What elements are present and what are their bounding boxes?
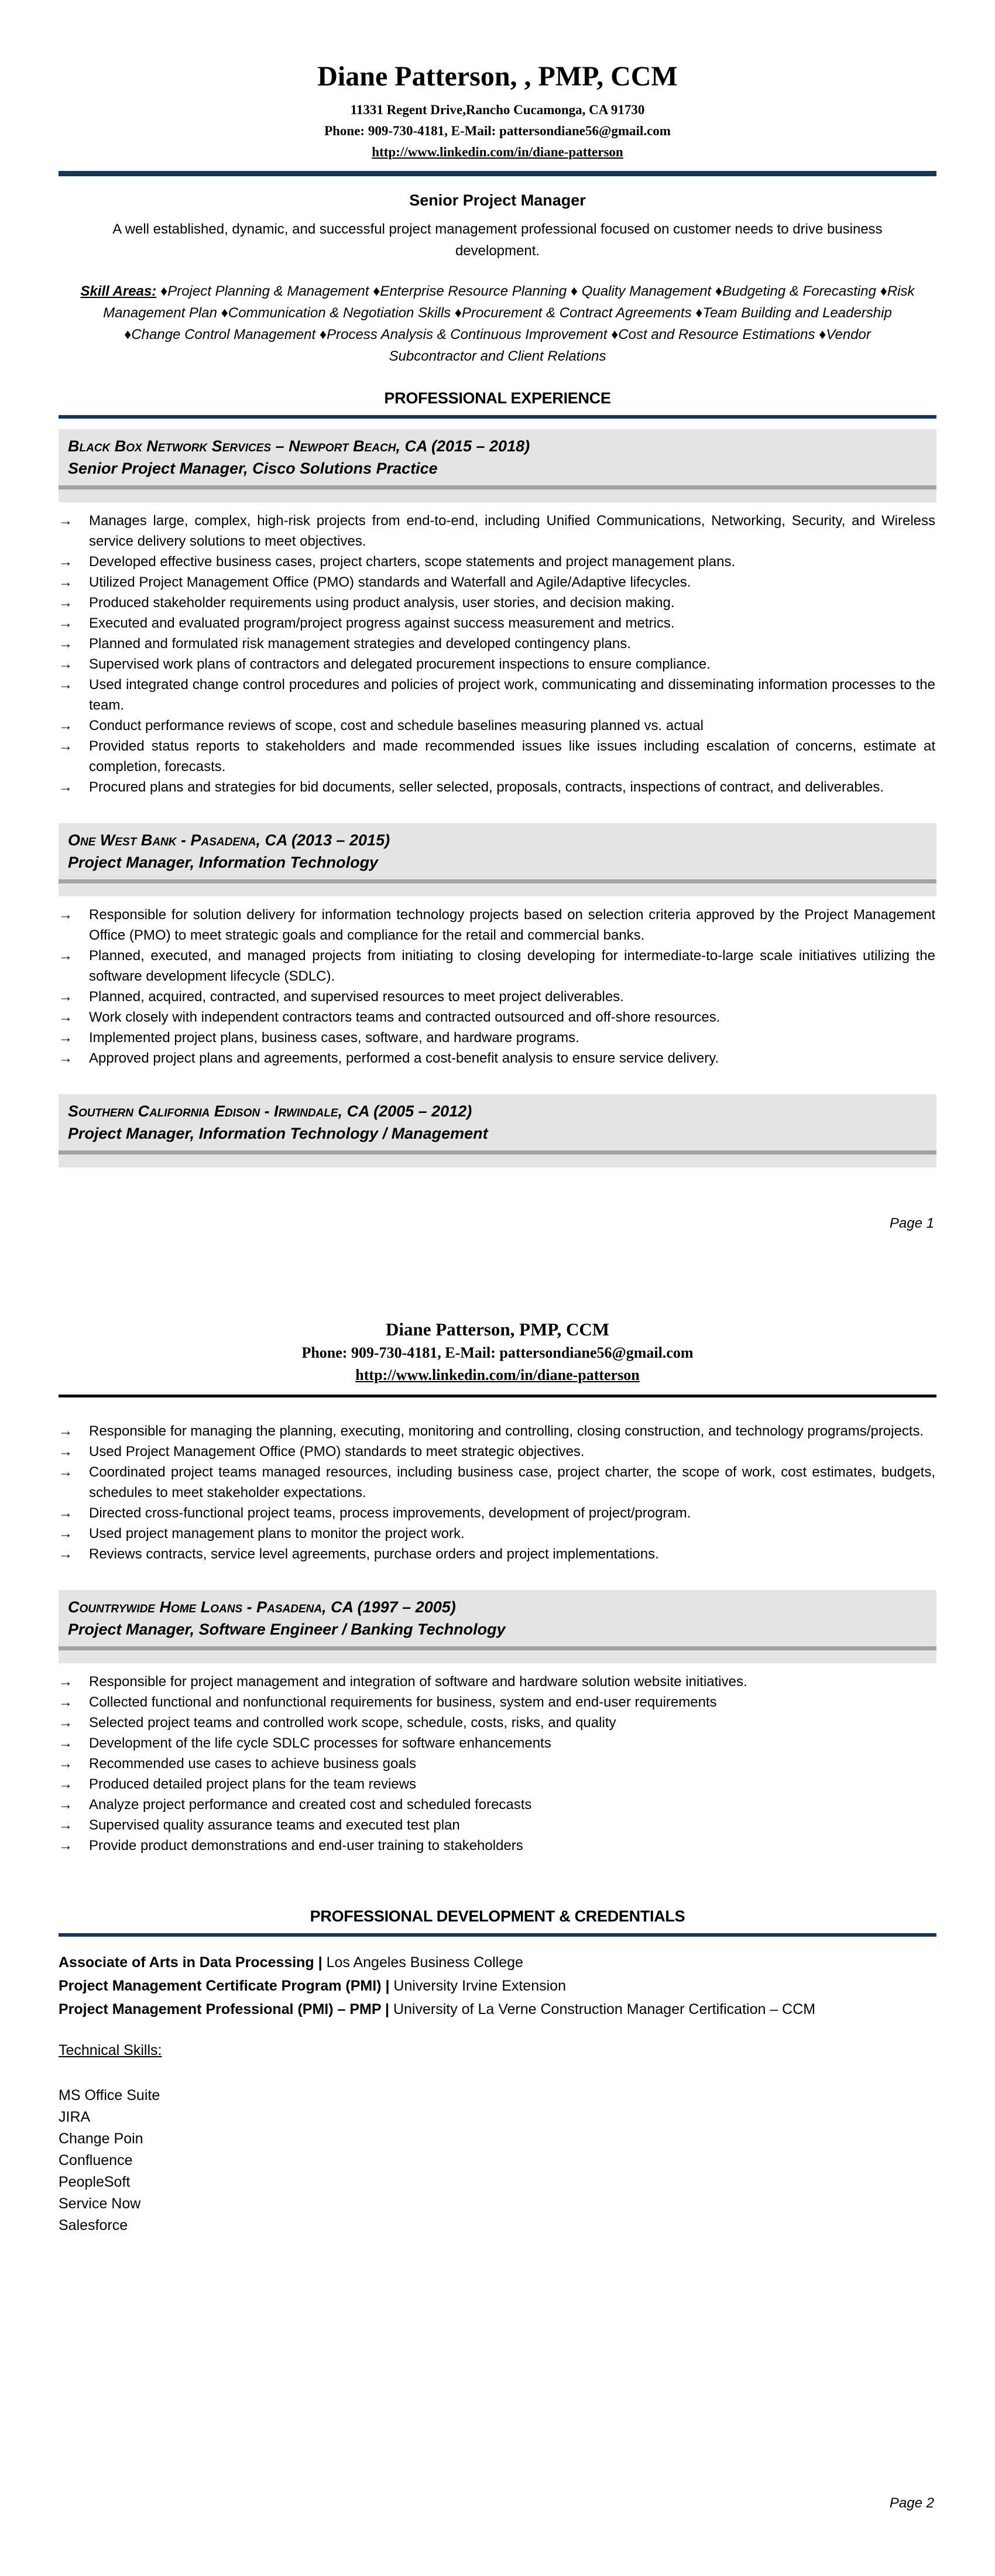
bullet-text: Produced detailed project plans for the team reviews xyxy=(89,1776,416,1792)
credential-institution: University Irvine Extension xyxy=(393,1978,566,1994)
arrow-bullet-icon: → xyxy=(59,636,73,652)
arrow-bullet-icon: → xyxy=(59,1526,73,1542)
experience-section-rule xyxy=(59,415,936,419)
bullet-text: Analyze project performance and created cost and scheduled forecasts xyxy=(89,1797,532,1813)
job-gray-band xyxy=(59,489,936,502)
arrow-bullet-icon: → xyxy=(59,1444,73,1460)
arrow-bullet-icon: → xyxy=(59,779,73,795)
arrow-bullet-icon: → xyxy=(59,513,73,529)
bullet-item xyxy=(59,1835,936,1856)
job-title: Project Manager, Software Engineer / Banking Technology xyxy=(68,1621,506,1638)
job-title: Project Manager, Information Technology / Management xyxy=(68,1125,488,1142)
credentials-section-heading: PROFESSIONAL DEVELOPMENT & CREDENTIALS xyxy=(310,1907,685,1925)
bullet-item xyxy=(59,986,936,1007)
bullet-text: Used Project Management Office (PMO) standards to meet strategic objectives. xyxy=(89,1444,585,1460)
arrow-bullet-icon: → xyxy=(59,1715,73,1731)
job-header-box xyxy=(59,429,936,485)
job-company: Southern California Edison - Irwindale, CA (2005 – 2012) xyxy=(68,1102,472,1120)
bullet-list xyxy=(59,905,936,1068)
experience-section-heading: PROFESSIONAL EXPERIENCE xyxy=(384,389,611,407)
bullet-text: Collected functional and nonfunctional requirements for business, system and end-user requirements xyxy=(89,1694,717,1710)
job-gray-band xyxy=(59,1650,936,1663)
credential-institution: University of La Verne Construction Manager Certification – CCM xyxy=(393,2001,816,2017)
bullet-item xyxy=(59,654,936,674)
arrow-bullet-icon: → xyxy=(59,1838,73,1854)
bullet-item xyxy=(59,613,936,633)
bullet-text: Procured plans and strategies for bid documents, seller selected, proposals, contracts, inspections of contract, and deliverables. xyxy=(89,779,884,795)
page-number: Page 1 xyxy=(889,1215,934,1231)
arrow-bullet-icon: → xyxy=(59,1464,73,1480)
job-divider-rule xyxy=(59,1646,936,1650)
job-section-sce xyxy=(59,1094,936,1167)
bullet-text: Planned, executed, and managed projects from initiating to closing developing for intermediate-to-large scale initiatives utilizing the software development lifecycle (SDLC). xyxy=(89,948,935,984)
bullet-text: Supervised work plans of contractors and delegated procurement inspections to ensure compliance. xyxy=(89,656,711,672)
address-line: 11331 Regent Drive,Rancho Cucamonga, CA 91730 xyxy=(350,102,645,117)
technical-skill-item: JIRA xyxy=(59,2109,91,2125)
job-divider-rule xyxy=(59,1150,936,1155)
bullet-text: Produced stakeholder requirements using product analysis, user stories, and decision making. xyxy=(89,595,675,611)
resume-page-1 xyxy=(59,0,936,1288)
job-header-box xyxy=(59,1094,936,1150)
header-divider-rule xyxy=(59,171,936,176)
arrow-bullet-icon: → xyxy=(59,554,73,570)
bullet-text: Coordinated project teams managed resources, including business case, project charter, the scope of work, cost estimates, budgets, schedules to meet stakeholder expectations. xyxy=(89,1464,935,1501)
arrow-bullet-icon: → xyxy=(59,1546,73,1562)
bullet-item xyxy=(59,1692,936,1712)
bullet-item xyxy=(59,1815,936,1835)
bullet-item xyxy=(59,1753,936,1774)
linkedin-link[interactable]: http://www.linkedin.com/in/diane-patterson xyxy=(355,1366,640,1383)
technical-skill-item: Salesforce xyxy=(59,2217,128,2234)
arrow-bullet-icon: → xyxy=(59,1505,73,1521)
technical-skill-item: Change Poin xyxy=(59,2130,143,2147)
job-company: One West Bank - Pasadena, CA (2013 – 2015) xyxy=(68,831,390,849)
arrow-bullet-icon: → xyxy=(59,1423,73,1439)
arrow-bullet-icon: → xyxy=(59,1776,73,1792)
bullet-item xyxy=(59,1503,936,1523)
bullet-text: Recommended use cases to achieve business goals xyxy=(89,1756,416,1772)
job-title: Project Manager, Information Technology xyxy=(68,854,379,871)
bullet-text: Used project management plans to monitor the project work. xyxy=(89,1526,465,1542)
technical-skill-item: PeopleSoft xyxy=(59,2174,131,2190)
bullet-text: Developed effective business cases, project charters, scope statements and project management plans. xyxy=(89,554,736,570)
job-section-onewestbank xyxy=(59,823,936,1068)
job-header-box xyxy=(59,1590,936,1646)
credentials-section-rule xyxy=(59,1933,936,1937)
job-company: Black Box Network Services – Newport Beach, CA (2015 – 2018) xyxy=(68,437,530,455)
arrow-bullet-icon: → xyxy=(59,718,73,734)
page2-header xyxy=(59,1288,936,1386)
bullet-item xyxy=(59,1048,936,1068)
bullet-item xyxy=(59,1774,936,1794)
candidate-name: Diane Patterson, PMP, CCM xyxy=(386,1319,609,1340)
linkedin-link-wrap xyxy=(59,142,936,163)
bullet-item xyxy=(59,1027,936,1048)
job-company: Countrywide Home Loans - Pasadena, CA (1997 – 2005) xyxy=(68,1598,456,1616)
bullet-text: Provided status reports to stakeholders and made recommended issues like issues including escalation of concerns, estimate at completion, forecasts. xyxy=(89,738,935,775)
bullet-list xyxy=(59,511,936,797)
technical-skills-label: Technical Skills: xyxy=(59,2042,162,2058)
arrow-bullet-icon: → xyxy=(59,948,73,964)
bullet-text: Responsible for managing the planning, executing, monitoring and controlling, closing construction, and technology programs/projects. xyxy=(89,1423,924,1439)
bullet-text: Reviews contracts, service level agreements, purchase orders and project implementations. xyxy=(89,1546,659,1562)
arrow-bullet-icon: → xyxy=(59,595,73,611)
phone-email-line: Phone: 909-730-4181, E-Mail: pattersondiane56@gmail.com xyxy=(324,124,671,138)
bullet-text: Implemented project plans, business cases, software, and hardware programs. xyxy=(89,1030,579,1046)
bullet-list xyxy=(59,1671,936,1856)
bullet-item xyxy=(59,736,936,777)
bullet-text: Executed and evaluated program/project progress against success measurement and metrics. xyxy=(89,615,675,631)
arrow-bullet-icon: → xyxy=(59,1694,73,1710)
arrow-bullet-icon: → xyxy=(59,574,73,590)
technical-skill-item: MS Office Suite xyxy=(59,2087,160,2104)
job-title: Senior Project Manager, Cisco Solutions Practice xyxy=(68,460,438,477)
bullet-item xyxy=(59,715,936,736)
arrow-bullet-icon: → xyxy=(59,907,73,923)
bullet-text: Used integrated change control procedures and policies of project work, communicating and disseminating information processes to the team. xyxy=(89,677,935,713)
bullet-text: Development of the life cycle SDLC processes for software enhancements xyxy=(89,1735,551,1751)
arrow-bullet-icon: → xyxy=(59,1797,73,1813)
page1-header xyxy=(59,0,936,163)
arrow-bullet-icon: → xyxy=(59,1735,73,1751)
technical-skills-list xyxy=(59,2085,936,2236)
job-section-countrywide xyxy=(59,1590,936,1856)
bullet-item xyxy=(59,1544,936,1564)
bullet-item xyxy=(59,592,936,613)
bullet-text: Selected project teams and controlled work scope, schedule, costs, risks, and quality xyxy=(89,1715,616,1731)
page-number: Page 2 xyxy=(889,2495,934,2511)
bullet-item xyxy=(59,1441,936,1462)
credential-item xyxy=(59,1951,936,1974)
bullet-text: Provide product demonstrations and end-user training to stakeholders xyxy=(89,1838,523,1854)
bullet-item xyxy=(59,572,936,592)
bullet-text: Planned and formulated risk management strategies and developed contingency plans. xyxy=(89,636,631,652)
resume-page-2 xyxy=(59,1288,936,2576)
candidate-name: Diane Patterson, , PMP, CCM xyxy=(317,61,678,92)
bullet-item xyxy=(59,1671,936,1692)
credential-program: Project Management Certificate Program (PMI) | xyxy=(59,1978,390,1994)
arrow-bullet-icon: → xyxy=(59,1756,73,1772)
summary-paragraph: A well established, dynamic, and successful project management professional focused on customer needs to drive business development. xyxy=(112,221,883,259)
arrow-bullet-icon: → xyxy=(59,1674,73,1690)
arrow-bullet-icon: → xyxy=(59,677,73,693)
technical-skill-item: Confluence xyxy=(59,2152,133,2169)
bullet-text: Responsible for solution delivery for information technology projects based on selection criteria approved by the Project Management Office (PMO) to meet strategic goals and compliance for the retail and commercial banks. xyxy=(89,907,935,943)
arrow-bullet-icon: → xyxy=(59,1050,73,1066)
bullet-text: Planned, acquired, contracted, and supervised resources to meet project deliverables. xyxy=(89,989,624,1005)
credential-program: Associate of Arts in Data Processing | xyxy=(59,1954,322,1971)
linkedin-link[interactable]: http://www.linkedin.com/in/diane-patterson xyxy=(372,145,623,159)
header-divider-rule xyxy=(59,1395,936,1397)
bullet-item xyxy=(59,551,936,572)
bullet-item xyxy=(59,1794,936,1815)
linkedin-link-wrap xyxy=(59,1364,936,1386)
bullet-text: Manages large, complex, high-risk projects from end-to-end, including Unified Communications, Networking, Security, and Wireless service delivery solutions to meet objectives. xyxy=(89,513,935,549)
arrow-bullet-icon: → xyxy=(59,1009,73,1025)
arrow-bullet-icon: → xyxy=(59,1817,73,1833)
bullet-text: Work closely with independent contractors teams and contracted outsourced and off-shore resources. xyxy=(89,1009,720,1025)
credentials-list xyxy=(59,1951,936,2021)
job-divider-rule xyxy=(59,485,936,489)
arrow-bullet-icon: → xyxy=(59,656,73,672)
arrow-bullet-icon: → xyxy=(59,738,73,754)
skill-areas-paragraph xyxy=(79,280,916,367)
bullet-text: Conduct performance reviews of scope, cost and schedule baselines measuring planned vs. actual xyxy=(89,718,704,734)
bullet-item xyxy=(59,1712,936,1733)
credential-program: Project Management Professional (PMI) – PMP | xyxy=(59,2001,390,2017)
bullet-item xyxy=(59,1523,936,1544)
bullet-item xyxy=(59,777,936,797)
credential-item xyxy=(59,1974,936,1998)
job-gray-band xyxy=(59,883,936,896)
arrow-bullet-icon: → xyxy=(59,1030,73,1046)
bullet-item xyxy=(59,511,936,551)
arrow-bullet-icon: → xyxy=(59,989,73,1005)
bullet-text: Supervised quality assurance teams and executed test plan xyxy=(89,1817,460,1833)
credential-institution: Los Angeles Business College xyxy=(326,1954,523,1971)
bullet-item xyxy=(59,1421,936,1441)
bullet-item xyxy=(59,1733,936,1753)
bullet-text: Directed cross-functional project teams, process improvements, development of project/program. xyxy=(89,1505,691,1521)
bullet-text: Responsible for project management and integration of software and hardware solution website initiatives. xyxy=(89,1674,747,1690)
credential-item xyxy=(59,1998,936,2021)
skill-areas-label: Skill Areas: xyxy=(80,283,157,299)
bullet-item xyxy=(59,1007,936,1027)
bullet-item xyxy=(59,1462,936,1503)
job-gray-band xyxy=(59,1155,936,1167)
job-section-blackbox xyxy=(59,429,936,797)
bullet-item xyxy=(59,633,936,654)
job-divider-rule xyxy=(59,879,936,883)
phone-email-line: Phone: 909-730-4181, E-Mail: pattersondiane56@gmail.com xyxy=(301,1344,694,1361)
technical-skill-item: Service Now xyxy=(59,2195,141,2212)
bullet-item xyxy=(59,905,936,946)
bullet-text: Approved project plans and agreements, performed a cost-benefit analysis to ensure service delivery. xyxy=(89,1050,719,1066)
bullet-item xyxy=(59,674,936,715)
arrow-bullet-icon: → xyxy=(59,615,73,631)
bullet-list-continuation xyxy=(59,1421,936,1564)
bullet-item xyxy=(59,946,936,986)
bullet-text: Utilized Project Management Office (PMO) standards and Waterfall and Agile/Adaptive lifecycles. xyxy=(89,574,691,590)
skill-areas-text: ♦Project Planning & Management ♦Enterprise Resource Planning ♦ Quality Management ♦Budgeting & Forecasting ♦Risk Management Plan ♦Communication & Negotiation Skills ♦Procurement & Contract Agreements ♦Team Building and Leadership ♦Change Control Management ♦Process Analysis & Continuous Improvement ♦Cost and Resource Estimations ♦Vendor Subcontractor and Client Relations xyxy=(103,283,915,364)
job-header-box xyxy=(59,823,936,879)
role-title: Senior Project Manager xyxy=(409,191,586,209)
